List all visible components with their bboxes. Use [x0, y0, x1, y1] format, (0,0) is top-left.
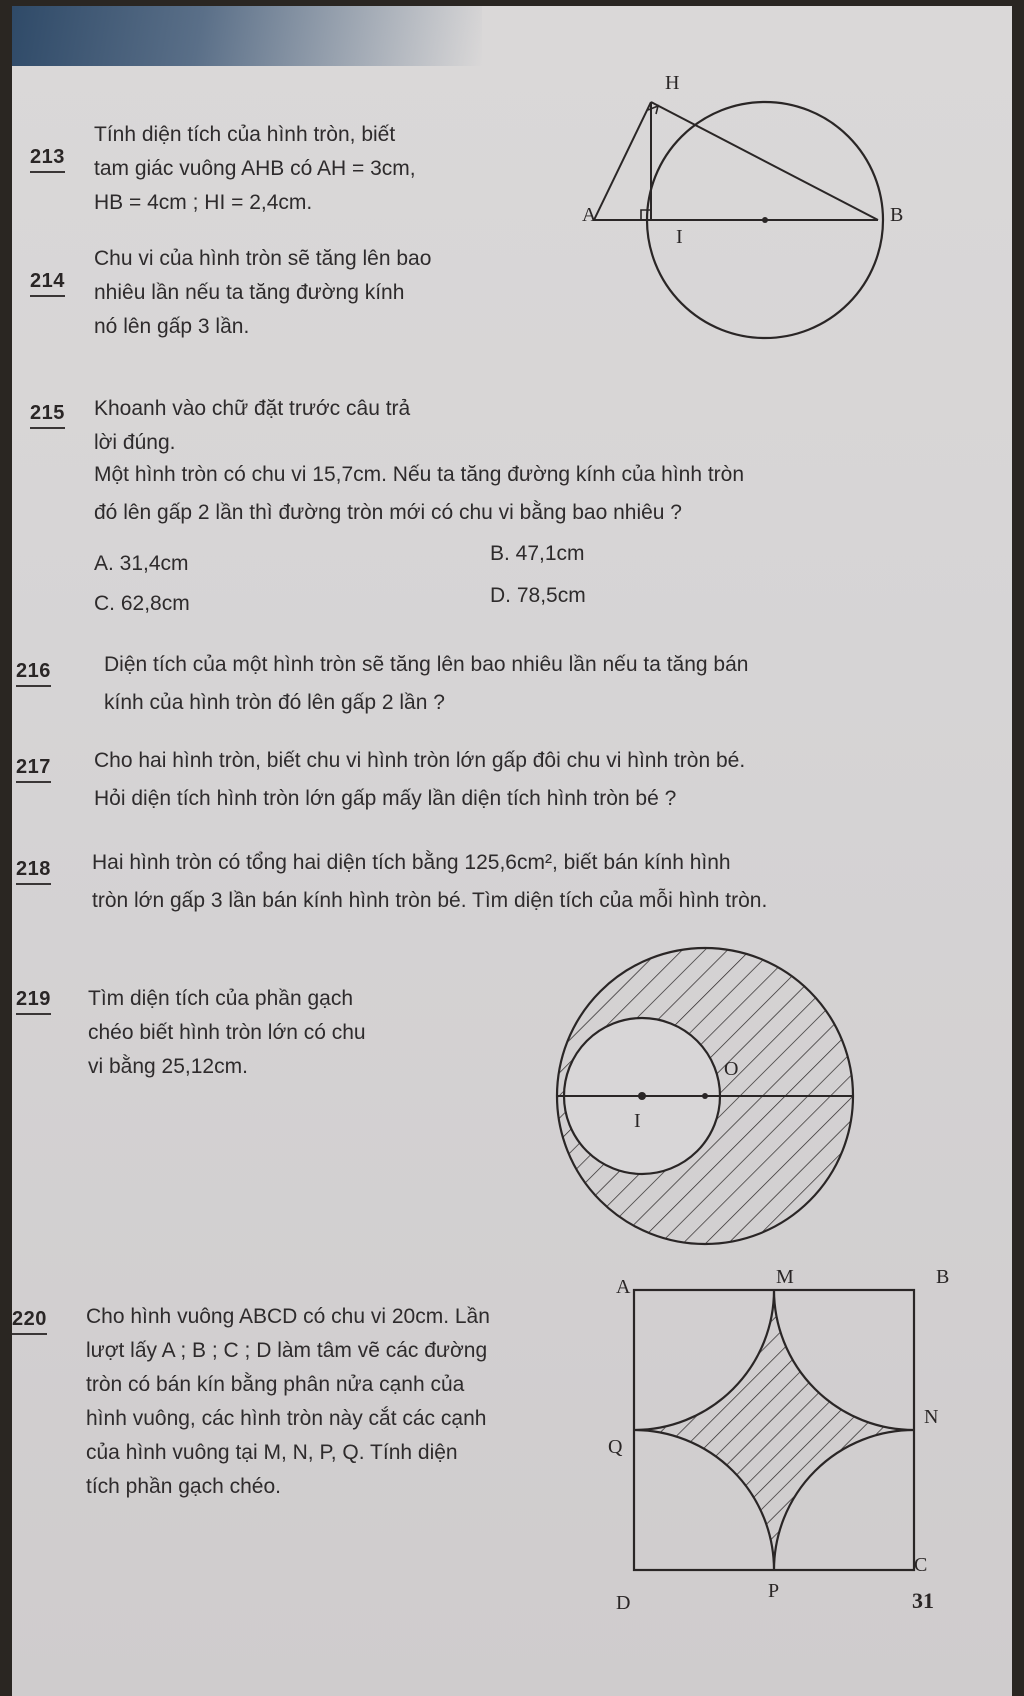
label-A: A	[582, 204, 597, 226]
exercise-number: 214	[30, 270, 65, 297]
exercise-number: 213	[30, 146, 65, 173]
exercise-text: Cho hai hình tròn, biết chu vi hình tròn lớn gấp đôi chu vi hình tròn bé. Hỏi diện tích hình tròn lớn gấp mấy lần diện tích hình tròn bé ?	[94, 749, 746, 810]
segment-HB	[651, 102, 878, 220]
exercise-text: Tính diện tích của hình tròn, biết tam giác vuông AHB có AH = 3cm, HB = 4cm ; HI = 2,4cm.	[94, 123, 416, 214]
option-c: C. 62,8cm	[94, 592, 190, 615]
label-N: N	[924, 1406, 939, 1428]
label-P: P	[768, 1580, 780, 1602]
figure-220-square	[634, 1280, 934, 1580]
textbook-page	[12, 6, 1012, 1696]
segment-AH	[594, 102, 651, 220]
exercise-number: 215	[30, 402, 65, 429]
exercise-text: Tìm diện tích của phần gạch chéo biết hình tròn lớn có chu vi bằng 25,12cm.	[88, 987, 366, 1078]
label-D: D	[616, 1592, 631, 1614]
label-B: B	[890, 204, 904, 226]
label-I: I	[676, 226, 683, 248]
label-M: M	[776, 1266, 794, 1288]
center-I	[638, 1092, 646, 1100]
option-a: A. 31,4cm	[94, 552, 189, 575]
option-b: B. 47,1cm	[490, 542, 585, 565]
figure-219-circles	[554, 942, 874, 1252]
exercise-text: Diện tích của một hình tròn sẽ tăng lên bao nhiêu lần nếu ta tăng bán kính của hình tròn đó lên gấp 2 lần ?	[104, 653, 749, 714]
label-Q: Q	[608, 1436, 623, 1458]
exercise-text: Cho hình vuông ABCD có chu vi 20cm. Lần lượt lấy A ; B ; C ; D làm tâm vẽ các đường tròn có bán kín bằng phân nửa cạnh của hình vuông, các hình tròn này cắt các cạnh của hình vuông tại M, N, P, Q. Tính diện tích phần gạch chéo.	[86, 1305, 490, 1498]
center-dot	[762, 217, 768, 223]
exercise-text: Chu vi của hình tròn sẽ tăng lên bao nhiêu lần nếu ta tăng đường kính nó lên gấp 3 lần.	[94, 247, 432, 338]
exercise-number: 216	[16, 660, 51, 687]
label-B: B	[936, 1266, 950, 1288]
center-O	[702, 1093, 708, 1099]
option-d: D. 78,5cm	[490, 584, 586, 607]
exercise-number: 220	[12, 1308, 47, 1335]
exercise-number: 219	[16, 988, 51, 1015]
exercise-number: 218	[16, 858, 51, 885]
page-number: 31	[912, 1588, 934, 1613]
exercise-number: 217	[16, 756, 51, 783]
figure-213-circle-triangle	[590, 66, 930, 366]
label-O: O	[724, 1058, 739, 1080]
page-corner-shadow	[12, 6, 482, 66]
label-A: A	[616, 1276, 631, 1298]
exercise-text: Khoanh vào chữ đặt trước câu trả lời đúng.	[94, 397, 411, 454]
exercise-question: Một hình tròn có chu vi 15,7cm. Nếu ta tăng đường kính của hình tròn đó lên gấp 2 lần thì đường tròn mới có chu vi bằng bao nhiêu ?	[94, 463, 745, 524]
label-H: H	[665, 72, 680, 94]
label-C: C	[914, 1554, 928, 1576]
label-I: I	[634, 1110, 641, 1132]
hatched-star	[634, 1290, 914, 1570]
exercise-text: Hai hình tròn có tổng hai diện tích bằng 125,6cm², biết bán kính hình tròn lớn gấp 3 lần bán kính hình tròn bé. Tìm diện tích của mỗi hình tròn.	[92, 851, 768, 912]
